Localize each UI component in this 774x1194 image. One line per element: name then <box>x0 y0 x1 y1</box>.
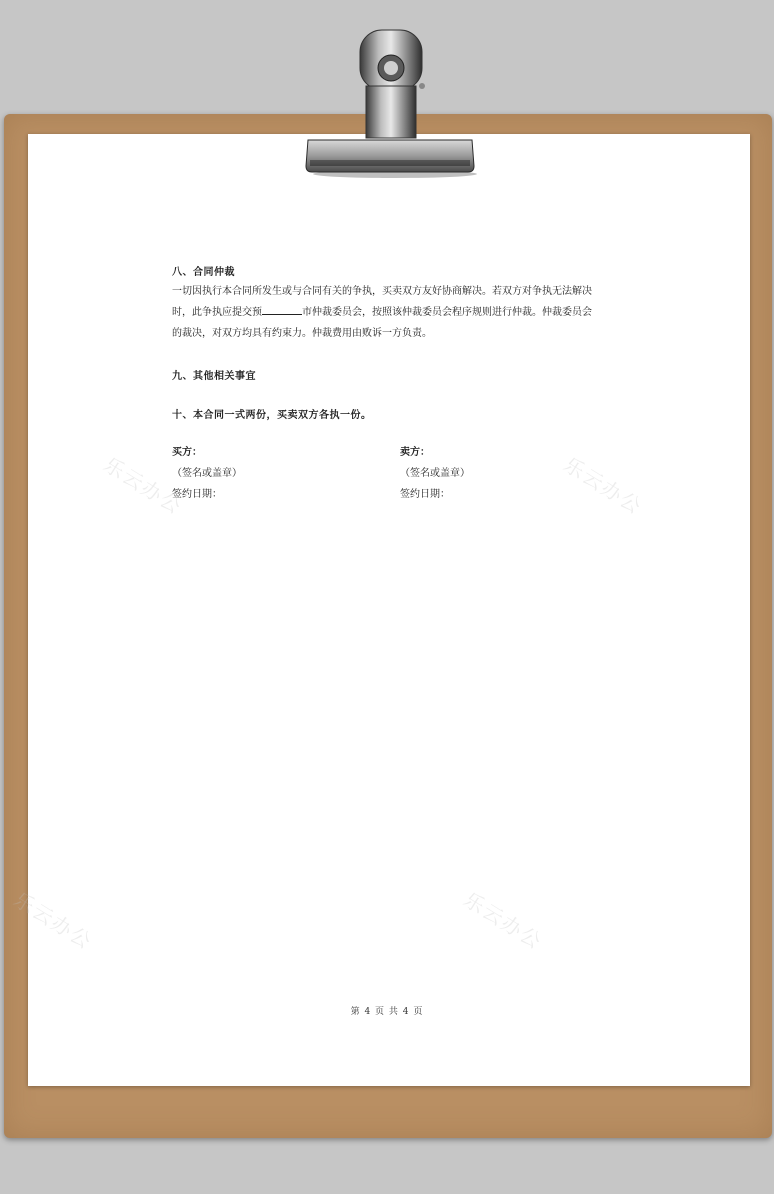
watermark: 乐云办公 <box>99 452 187 520</box>
seller-date-label: 签约日期： <box>400 489 450 500</box>
watermark: 乐云办公 <box>9 887 97 955</box>
seller-signature-block <box>400 442 470 505</box>
buyer-signature-block <box>172 442 242 505</box>
section-other-matters <box>172 367 612 382</box>
seller-label: 卖方： <box>400 447 430 458</box>
section-copies <box>172 406 612 421</box>
page-number: 第 4 页 共 4 页 <box>350 1007 424 1017</box>
section-heading: 九、其他相关事宜 <box>172 371 256 382</box>
buyer-sign-note: （签名或盖章） <box>172 468 242 479</box>
buyer-label: 买方： <box>172 447 202 458</box>
paragraph-text: 时，此争执应提交预 <box>172 307 262 318</box>
watermark: 乐云办公 <box>559 452 647 520</box>
binder-clip-icon <box>300 28 480 178</box>
paragraph-line <box>172 302 612 323</box>
paragraph-text: 市仲裁委员会，按照该仲裁委员会程序规则进行仲裁。仲裁委员会 <box>302 307 592 318</box>
section-paragraph <box>172 281 612 344</box>
section-heading: 八、合同仲裁 <box>172 267 235 278</box>
seller-sign-note: （签名或盖章） <box>400 468 470 479</box>
fill-in-blank <box>262 304 302 315</box>
buyer-date-label: 签约日期： <box>172 489 222 500</box>
section-heading: 十、本合同一式两份，买卖双方各执一份。 <box>172 410 372 421</box>
paragraph-line: 的裁决，对双方均具有约束力。仲裁费用由败诉一方负责。 <box>172 328 432 339</box>
section-arbitration <box>172 263 612 344</box>
watermark: 乐云办公 <box>459 887 547 955</box>
paragraph-line: 一切因执行本合同所发生或与合同有关的争执，买卖双方友好协商解决。若双方对争执无法解决 <box>172 286 592 297</box>
